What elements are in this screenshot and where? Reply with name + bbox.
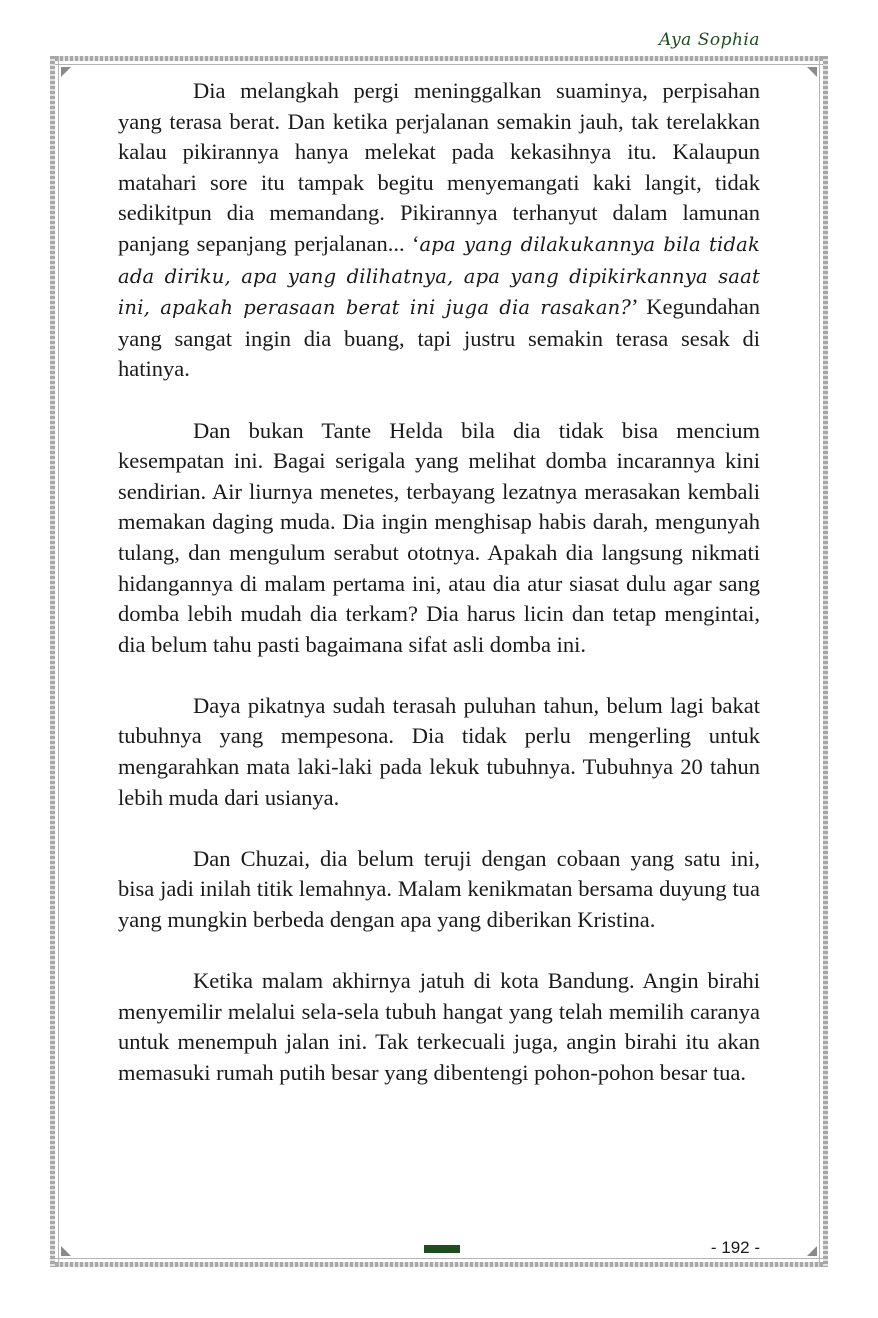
- frame-right-line: [823, 56, 828, 1267]
- running-title: Aya Sophia: [658, 30, 760, 50]
- frame-left-line: [50, 56, 55, 1267]
- paragraph-text: ’ Kegundahan yang sangat ingin dia buang, tapi justru semakin terasa sesak di hatinya.: [118, 294, 760, 382]
- footer-ornament-bar: [424, 1245, 460, 1253]
- paragraph-italic-quote: apa yang dilakukannya bila tidak ada diriku, apa yang dilihatnya, apa yang dipikirkannya saat ini, apakah perasaan berat ini juga dia rasakan?: [118, 232, 760, 320]
- frame-corner-top-left: [61, 67, 71, 77]
- paragraph: Dan Chuzai, dia belum teruji dengan cobaan yang satu ini, bisa jadi inilah titik lemahnya. Malam kenikmatan bersama duyung tua yang mungkin berbeda dengan apa yang diberikan Kristina.: [118, 845, 760, 933]
- paragraph-text: Dia melangkah pergi meninggalkan suaminya, perpisahan yang terasa berat. Dan ketika perjalanan semakin jauh, tak terelakkan kalau pikirannya hanya melekat pada kekasihnya itu. Kalaupun matahari sore itu tampak begitu menyemangati kaki langit, tidak sedikitpun dia memandang. Pikirannya terhanyut dalam lamunan panjang sepanjang perjalanan... ‘: [118, 78, 760, 256]
- frame-right-line-inner: [819, 56, 820, 1267]
- body-text: [118, 76, 760, 1119]
- frame-bottom-line: [50, 1262, 828, 1267]
- frame-top-line-inner: [50, 64, 828, 65]
- frame-corner-bottom-right: [807, 1246, 817, 1256]
- paragraph: Daya pikatnya sudah terasah puluhan tahun, belum lagi bakat tubuhnya yang mempesona. Dia tidak perlu mengerling untuk mengarahkan mata laki-laki pada lekuk tubuhnya. Tubuhnya 20 tahun lebih muda dari usianya.: [118, 692, 760, 810]
- paragraph: [118, 76, 760, 385]
- frame-left-line-inner: [58, 56, 59, 1267]
- frame-top-line: [50, 56, 828, 61]
- paragraph: Ketika malam akhirnya jatuh di kota Bandung. Angin birahi menyemilir melalui sela-sela tubuh hangat yang telah memilih caranya untuk menempuh jalan ini. Tak terkecuali juga, angin birahi itu akan memasuki rumah putih besar yang dibentengi pohon-pohon besar tua.: [118, 968, 760, 1085]
- page-number: - 192 -: [710, 1238, 760, 1257]
- frame-corner-bottom-left: [61, 1246, 71, 1256]
- frame-bottom-line-inner: [50, 1258, 828, 1259]
- frame-corner-top-right: [807, 67, 817, 77]
- paragraph: Dan bukan Tante Helda bila dia tidak bisa mencium kesempatan ini. Bagai serigala yang melihat domba incarannya kini sendirian. Air liurnya menetes, terbayang lezatnya merasakan kembali memakan daging muda. Dia ingin menghisap habis darah, mengunyah tulang, dan mengulum serabut ototnya. Apakah dia langsung nikmati hidangannya di malam pertama ini, atau dia atur siasat dulu agar sang domba lebih mudah dia terkam? Dia harus licin dan tetap mengintai, dia belum tahu pasti bagaimana sifat asli domba ini.: [118, 417, 760, 657]
